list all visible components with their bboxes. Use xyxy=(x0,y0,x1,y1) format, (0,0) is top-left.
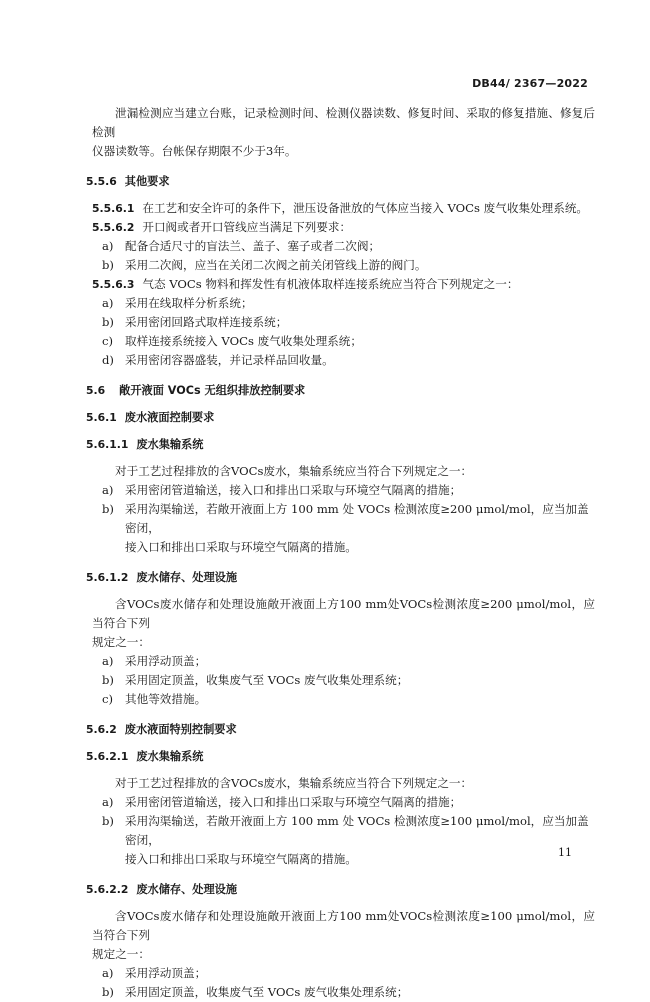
paragraph-5-6-1-1-intro: 对于工艺过程排放的含VOCs废水，集输系统应当符合下列规定之一： xyxy=(115,464,473,478)
list-item: a) 采用浮动顶盖； xyxy=(102,966,207,980)
document-code: DB44/ 2367—2022 xyxy=(472,77,588,90)
list-item-continuation: 接入口和排出口采取与环境空气隔离的措施。 xyxy=(125,852,357,866)
list-item-continuation: 接入口和排出口采取与环境空气隔离的措施。 xyxy=(125,540,357,554)
list-item: a) 采用浮动顶盖； xyxy=(102,654,207,668)
heading-5-5-6: 5.5.6 其他要求 xyxy=(86,175,170,188)
heading-5-6: 5.6 敞开液面 VOCs 无组织排放控制要求 xyxy=(86,384,306,397)
heading-5-6-2-2: 5.6.2.2 废水储存、处理设施 xyxy=(86,883,238,896)
clause-5-5-6-2: 5.5.6.2 开口阀或者开口管线应当满足下列要求： xyxy=(92,220,352,234)
list-item: a) 采用密闭管道输送，接入口和排出口采取与环境空气隔离的措施； xyxy=(102,483,462,497)
heading-5-6-1-2: 5.6.1.2 废水储存、处理设施 xyxy=(86,571,238,584)
list-item: b) 采用二次阀，应当在关闭二次阀之前关闭管线上游的阀门。 xyxy=(102,258,427,272)
list-item: a) 采用密闭管道输送，接入口和排出口采取与环境空气隔离的措施； xyxy=(102,795,462,809)
list-item: a) 配备合适尺寸的盲法兰、盖子、塞子或者二次阀； xyxy=(102,239,381,253)
top-paragraph-line-1: 泄漏检测应当建立台账，记录检测时间、检测仪器读数、修复时间、采取的修复措施、修复后检测 xyxy=(92,106,595,139)
list-item: c) 其他等效措施。 xyxy=(102,692,207,706)
top-paragraph-line-2: 仪器读数等。台帐保存期限不少于3年。 xyxy=(92,144,297,158)
list-item: b) 采用沟渠输送，若敞开液面上方 100 mm 处 VOCs 检测浓度≥100 μmol/mol，应当加盖密闭， xyxy=(102,814,589,847)
heading-5-6-1-1: 5.6.1.1 废水集输系统 xyxy=(86,438,204,451)
list-item: b) 采用沟渠输送，若敞开液面上方 100 mm 处 VOCs 检测浓度≥200 μmol/mol，应当加盖密闭， xyxy=(102,502,589,535)
page-number: 11 xyxy=(558,846,572,859)
paragraph-5-6-2-2-line-2: 规定之一： xyxy=(92,947,150,961)
paragraph-5-6-2-2-line-1: 含VOCs废水储存和处理设施敞开液面上方100 mm处VOCs检测浓度≥100 μmol/mol，应当符合下列 xyxy=(92,909,595,942)
list-item: c) 取样连接系统接入 VOCs 废气收集处理系统； xyxy=(102,334,362,348)
heading-5-6-1: 5.6.1 废水液面控制要求 xyxy=(86,411,215,424)
paragraph-5-6-1-2-line-2: 规定之一： xyxy=(92,635,150,649)
heading-5-6-2: 5.6.2 废水液面特别控制要求 xyxy=(86,723,237,736)
document-body xyxy=(86,104,595,1002)
clause-5-5-6-1: 5.5.6.1 在工艺和安全许可的条件下，泄压设备泄放的气体应当接入 VOCs 废气收集处理系统。 xyxy=(92,201,589,215)
paragraph-5-6-1-2-line-1: 含VOCs废水储存和处理设施敞开液面上方100 mm处VOCs检测浓度≥200 μmol/mol，应当符合下列 xyxy=(92,597,595,630)
clause-5-5-6-3: 5.5.6.3 气态 VOCs 物料和挥发性有机液体取样连接系统应当符合下列规定之一： xyxy=(92,277,519,291)
list-item: b) 采用密闭回路式取样连接系统； xyxy=(102,315,288,329)
heading-5-6-2-1: 5.6.2.1 废水集输系统 xyxy=(86,750,204,763)
list-item: b) 采用固定顶盖，收集废气至 VOCs 废气收集处理系统； xyxy=(102,673,409,687)
list-item: b) 采用固定顶盖，收集废气至 VOCs 废气收集处理系统； xyxy=(102,985,409,999)
list-item: d) 采用密闭容器盛装，并记录样品回收量。 xyxy=(102,353,334,367)
paragraph-5-6-2-1-intro: 对于工艺过程排放的含VOCs废水，集输系统应当符合下列规定之一： xyxy=(115,776,473,790)
list-item: a) 采用在线取样分析系统； xyxy=(102,296,253,310)
